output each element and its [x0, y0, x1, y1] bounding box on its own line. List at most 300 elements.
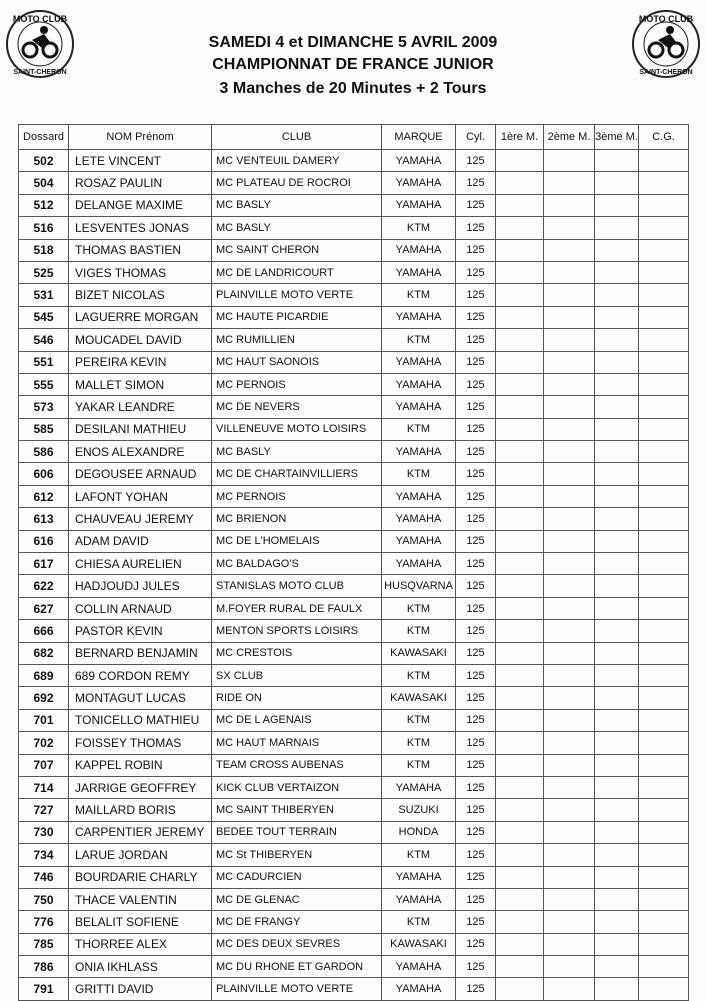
name-cell: LESVENTES JONAS	[69, 217, 212, 239]
cg-cell	[639, 373, 689, 395]
manche-3-cell	[595, 351, 639, 373]
cylinder-cell: 125	[456, 821, 496, 843]
manche-3-cell	[595, 664, 639, 686]
table-row	[19, 150, 689, 172]
dossard-cell: 707	[19, 754, 69, 776]
manche-1-cell	[496, 642, 544, 664]
manche-1-cell	[496, 441, 544, 463]
brand-cell: KTM	[382, 463, 456, 485]
name-cell: COLLIN ARNAUD	[69, 597, 212, 619]
dossard-cell: 734	[19, 844, 69, 866]
club-cell: MC DE NEVERS	[212, 396, 382, 418]
manche-1-cell	[496, 575, 544, 597]
manche-1-cell	[496, 799, 544, 821]
name-cell: YAKAR LEANDRE	[69, 396, 212, 418]
manche-1-cell	[496, 329, 544, 351]
cg-cell	[639, 239, 689, 261]
manche-1-cell	[496, 418, 544, 440]
dossard-cell: 606	[19, 463, 69, 485]
manche-1-cell	[496, 821, 544, 843]
manche-1-cell	[496, 396, 544, 418]
manche-1-cell	[496, 284, 544, 306]
dossard-cell: 555	[19, 373, 69, 395]
brand-cell: KTM	[382, 620, 456, 642]
cg-cell	[639, 261, 689, 283]
brand-cell: KTM	[382, 664, 456, 686]
manche-1-cell	[496, 261, 544, 283]
manche-3-cell	[595, 396, 639, 418]
manche-1-cell	[496, 217, 544, 239]
manche-3-cell	[595, 418, 639, 440]
manche-2-cell	[544, 956, 595, 978]
cg-cell	[639, 284, 689, 306]
manche-1-cell	[496, 844, 544, 866]
manche-2-cell	[544, 351, 595, 373]
cg-cell	[639, 911, 689, 933]
name-cell: ONIA IKHLASS	[69, 956, 212, 978]
brand-cell: YAMAHA	[382, 956, 456, 978]
manche-1-cell	[496, 306, 544, 328]
dossard-cell: 791	[19, 978, 69, 1000]
cg-cell	[639, 642, 689, 664]
name-cell: ROSAZ PAULIN	[69, 172, 212, 194]
dossard-cell: 551	[19, 351, 69, 373]
club-cell: PLAINVILLE MOTO VERTE	[212, 284, 382, 306]
dossard-cell: 573	[19, 396, 69, 418]
manche-2-cell	[544, 441, 595, 463]
name-cell: THORREE ALEX	[69, 933, 212, 955]
manche-3-cell	[595, 463, 639, 485]
manche-2-cell	[544, 978, 595, 1000]
dossard-cell: 714	[19, 776, 69, 798]
dossard-cell: 746	[19, 866, 69, 888]
dossard-cell: 682	[19, 642, 69, 664]
brand-cell: KTM	[382, 844, 456, 866]
cg-cell	[639, 485, 689, 507]
cg-cell	[639, 463, 689, 485]
manche-3-cell	[595, 217, 639, 239]
manche-3-cell	[595, 866, 639, 888]
cg-cell	[639, 194, 689, 216]
club-cell: MC St THIBERYEN	[212, 844, 382, 866]
dossard-cell: 531	[19, 284, 69, 306]
brand-cell: KTM	[382, 217, 456, 239]
manche-3-cell	[595, 172, 639, 194]
manche-1-cell	[496, 530, 544, 552]
table-row	[19, 687, 689, 709]
manche-1-cell	[496, 373, 544, 395]
manche-3-cell	[595, 888, 639, 910]
manche-1-cell	[496, 172, 544, 194]
club-cell: MC BASLY	[212, 194, 382, 216]
brand-cell: KTM	[382, 418, 456, 440]
table-row	[19, 306, 689, 328]
cylinder-cell: 125	[456, 553, 496, 575]
name-cell: BERNARD BENJAMIN	[69, 642, 212, 664]
cg-cell	[639, 821, 689, 843]
manche-2-cell	[544, 754, 595, 776]
cylinder-cell: 125	[456, 575, 496, 597]
name-cell: PASTOR KEVIN	[69, 620, 212, 642]
dossard-cell: 627	[19, 597, 69, 619]
club-cell: MC DE LANDRICOURT	[212, 261, 382, 283]
dossard-cell: 617	[19, 553, 69, 575]
brand-cell: KAWASAKI	[382, 933, 456, 955]
name-cell: MALLET SIMON	[69, 373, 212, 395]
name-cell: LAGUERRE MORGAN	[69, 306, 212, 328]
brand-cell: YAMAHA	[382, 441, 456, 463]
manche-2-cell	[544, 620, 595, 642]
manche-2-cell	[544, 508, 595, 530]
cg-cell	[639, 709, 689, 731]
dossard-cell: 512	[19, 194, 69, 216]
table-row	[19, 933, 689, 955]
manche-3-cell	[595, 844, 639, 866]
cylinder-cell: 125	[456, 217, 496, 239]
cylinder-cell: 125	[456, 799, 496, 821]
club-cell: MC HAUTE PICARDIE	[212, 306, 382, 328]
table-header-row	[19, 125, 689, 150]
manche-3-cell	[595, 709, 639, 731]
dossard-cell: 701	[19, 709, 69, 731]
manche-2-cell	[544, 418, 595, 440]
manche-2-cell	[544, 933, 595, 955]
manche-1-cell	[496, 687, 544, 709]
cg-cell	[639, 575, 689, 597]
cg-cell	[639, 754, 689, 776]
brand-cell: SUZUKI	[382, 799, 456, 821]
cylinder-cell: 125	[456, 396, 496, 418]
club-cell: MC PLATEAU DE ROCROI	[212, 172, 382, 194]
brand-cell: YAMAHA	[382, 978, 456, 1000]
cylinder-cell: 125	[456, 418, 496, 440]
table-row	[19, 508, 689, 530]
club-cell: M.FOYER RURAL DE FAULX	[212, 597, 382, 619]
table-row	[19, 866, 689, 888]
cg-cell	[639, 664, 689, 686]
dossard-cell: 502	[19, 150, 69, 172]
col-marque-header: MARQUE	[382, 125, 456, 150]
brand-cell: YAMAHA	[382, 485, 456, 507]
club-cell: BEDEE TOUT TERRAIN	[212, 821, 382, 843]
manche-2-cell	[544, 485, 595, 507]
cylinder-cell: 125	[456, 732, 496, 754]
col-nom-header: NOM Prénom	[69, 125, 212, 150]
table-row	[19, 821, 689, 843]
manche-2-cell	[544, 239, 595, 261]
cylinder-cell: 125	[456, 687, 496, 709]
cg-cell	[639, 306, 689, 328]
name-cell: LETE VINCENT	[69, 150, 212, 172]
name-cell: DELANGE MAXIME	[69, 194, 212, 216]
club-cell: MC DE GLENAC	[212, 888, 382, 910]
manche-1-cell	[496, 911, 544, 933]
dossard-cell: 702	[19, 732, 69, 754]
dossard-cell: 516	[19, 217, 69, 239]
table-row	[19, 463, 689, 485]
cg-cell	[639, 844, 689, 866]
manche-3-cell	[595, 732, 639, 754]
name-cell: ADAM DAVID	[69, 530, 212, 552]
manche-2-cell	[544, 732, 595, 754]
manche-2-cell	[544, 687, 595, 709]
table-row	[19, 373, 689, 395]
cg-cell	[639, 776, 689, 798]
brand-cell: KAWASAKI	[382, 642, 456, 664]
dossard-cell: 525	[19, 261, 69, 283]
club-cell: MC PERNOIS	[212, 373, 382, 395]
manche-3-cell	[595, 799, 639, 821]
cylinder-cell: 125	[456, 194, 496, 216]
club-cell: MC DE L'HOMELAIS	[212, 530, 382, 552]
table-row	[19, 776, 689, 798]
name-cell: DESILANI MATHIEU	[69, 418, 212, 440]
club-cell: MENTON SPORTS LOISIRS	[212, 620, 382, 642]
col-manche-3-header: 3ème M.	[595, 125, 639, 150]
manche-2-cell	[544, 709, 595, 731]
table-row	[19, 732, 689, 754]
dossard-cell: 546	[19, 329, 69, 351]
name-cell: LARUE JORDAN	[69, 844, 212, 866]
manche-2-cell	[544, 799, 595, 821]
club-cell: MC DES DEUX SEVRES	[212, 933, 382, 955]
manche-1-cell	[496, 888, 544, 910]
name-cell: KAPPEL ROBIN	[69, 754, 212, 776]
manche-3-cell	[595, 150, 639, 172]
col-manche-2-header: 2ème M.	[544, 125, 595, 150]
name-cell: HADJOUDJ JULES	[69, 575, 212, 597]
table-row	[19, 485, 689, 507]
logo-text-bottom: SAINT-CHERON	[639, 69, 693, 76]
club-cell: VILLENEUVE MOTO LOISIRS	[212, 418, 382, 440]
club-cell: RIDE ON	[212, 687, 382, 709]
manche-3-cell	[595, 553, 639, 575]
cg-cell	[639, 687, 689, 709]
cylinder-cell: 125	[456, 620, 496, 642]
manche-1-cell	[496, 485, 544, 507]
brand-cell: YAMAHA	[382, 194, 456, 216]
name-cell: CHIESA AURELIEN	[69, 553, 212, 575]
club-cell: MC DE L AGENAIS	[212, 709, 382, 731]
table-row	[19, 329, 689, 351]
manche-3-cell	[595, 978, 639, 1000]
manche-2-cell	[544, 530, 595, 552]
manche-2-cell	[544, 664, 595, 686]
cg-cell	[639, 351, 689, 373]
dossard-cell: 692	[19, 687, 69, 709]
logo-text-top: MOTO CLUB	[638, 14, 694, 24]
brand-cell: KTM	[382, 597, 456, 619]
table-row	[19, 396, 689, 418]
dossard-cell: 622	[19, 575, 69, 597]
name-cell: DEGOUSEE ARNAUD	[69, 463, 212, 485]
manche-3-cell	[595, 956, 639, 978]
brand-cell: YAMAHA	[382, 172, 456, 194]
manche-2-cell	[544, 217, 595, 239]
dossard-cell: 785	[19, 933, 69, 955]
name-cell: THACE VALENTIN	[69, 888, 212, 910]
manche-3-cell	[595, 821, 639, 843]
manche-1-cell	[496, 463, 544, 485]
table-row	[19, 597, 689, 619]
club-cell: MC BASLY	[212, 217, 382, 239]
club-cell: MC CADURCIEN	[212, 866, 382, 888]
manche-2-cell	[544, 373, 595, 395]
logo-text-bottom: SAINT-CHERON	[13, 69, 67, 76]
name-cell: CHAUVEAU JEREMY	[69, 508, 212, 530]
name-cell: MOUCADEL DAVID	[69, 329, 212, 351]
brand-cell: YAMAHA	[382, 150, 456, 172]
club-cell: MC RUMILLIEN	[212, 329, 382, 351]
club-cell: MC PERNOIS	[212, 485, 382, 507]
brand-cell: HONDA	[382, 821, 456, 843]
manche-2-cell	[544, 844, 595, 866]
dossard-cell: 613	[19, 508, 69, 530]
table-row	[19, 642, 689, 664]
brand-cell: KTM	[382, 911, 456, 933]
manche-3-cell	[595, 508, 639, 530]
manche-1-cell	[496, 620, 544, 642]
table-row	[19, 754, 689, 776]
table-row	[19, 553, 689, 575]
cg-cell	[639, 888, 689, 910]
brand-cell: YAMAHA	[382, 776, 456, 798]
table-row	[19, 261, 689, 283]
brand-cell: YAMAHA	[382, 239, 456, 261]
manche-1-cell	[496, 732, 544, 754]
manche-2-cell	[544, 597, 595, 619]
manche-2-cell	[544, 261, 595, 283]
manche-1-cell	[496, 597, 544, 619]
manche-1-cell	[496, 776, 544, 798]
event-date: SAMEDI 4 et DIMANCHE 5 AVRIL 2009	[208, 34, 498, 51]
manche-2-cell	[544, 329, 595, 351]
cg-cell	[639, 553, 689, 575]
manche-3-cell	[595, 373, 639, 395]
name-cell: 689 CORDON REMY	[69, 664, 212, 686]
dossard-cell: 750	[19, 888, 69, 910]
cylinder-cell: 125	[456, 597, 496, 619]
manche-1-cell	[496, 933, 544, 955]
cylinder-cell: 125	[456, 306, 496, 328]
manche-1-cell	[496, 508, 544, 530]
manche-3-cell	[595, 754, 639, 776]
cylinder-cell: 125	[456, 754, 496, 776]
manche-2-cell	[544, 150, 595, 172]
dossard-cell: 545	[19, 306, 69, 328]
table-row	[19, 575, 689, 597]
brand-cell: YAMAHA	[382, 508, 456, 530]
name-cell: JARRIGE GEOFFREY	[69, 776, 212, 798]
table-row	[19, 956, 689, 978]
table-row	[19, 172, 689, 194]
dossard-cell: 786	[19, 956, 69, 978]
manche-2-cell	[544, 553, 595, 575]
cylinder-cell: 125	[456, 329, 496, 351]
table-row	[19, 978, 689, 1000]
cg-cell	[639, 441, 689, 463]
dossard-cell: 666	[19, 620, 69, 642]
club-cell: MC BASLY	[212, 441, 382, 463]
table-row	[19, 664, 689, 686]
cylinder-cell: 125	[456, 911, 496, 933]
race-format: 3 Manches de 20 Minutes + 2 Tours	[219, 80, 487, 97]
club-cell: MC BRIENON	[212, 508, 382, 530]
name-cell: BELALIT SOFIENE	[69, 911, 212, 933]
club-cell: MC HAUT MARNAIS	[212, 732, 382, 754]
manche-1-cell	[496, 709, 544, 731]
table-row	[19, 239, 689, 261]
table-row	[19, 351, 689, 373]
cylinder-cell: 125	[456, 709, 496, 731]
col-dossard-header: Dossard	[19, 125, 69, 150]
cylinder-cell: 125	[456, 888, 496, 910]
cg-cell	[639, 530, 689, 552]
dossard-cell: 616	[19, 530, 69, 552]
cg-cell	[639, 620, 689, 642]
cg-cell	[639, 329, 689, 351]
brand-cell: KAWASAKI	[382, 687, 456, 709]
club-cell: MC HAUT SAONOIS	[212, 351, 382, 373]
brand-cell: YAMAHA	[382, 530, 456, 552]
manche-2-cell	[544, 866, 595, 888]
logo-text-top: MOTO CLUB	[12, 14, 68, 24]
cylinder-cell: 125	[456, 866, 496, 888]
table-row	[19, 844, 689, 866]
brand-cell: YAMAHA	[382, 866, 456, 888]
cylinder-cell: 125	[456, 485, 496, 507]
brand-cell: KTM	[382, 709, 456, 731]
manche-2-cell	[544, 776, 595, 798]
club-cell: MC SAINT CHERON	[212, 239, 382, 261]
cg-cell	[639, 866, 689, 888]
cg-cell	[639, 956, 689, 978]
manche-2-cell	[544, 194, 595, 216]
manche-1-cell	[496, 194, 544, 216]
brand-cell: YAMAHA	[382, 373, 456, 395]
manche-3-cell	[595, 575, 639, 597]
cg-cell	[639, 597, 689, 619]
club-cell: STANISLAS MOTO CLUB	[212, 575, 382, 597]
club-cell: MC CRESTOIS	[212, 642, 382, 664]
cg-cell	[639, 150, 689, 172]
club-cell: MC VENTEUIL DAMERY	[212, 150, 382, 172]
col-cg-header: C.G.	[639, 125, 689, 150]
manche-2-cell	[544, 642, 595, 664]
cylinder-cell: 125	[456, 978, 496, 1000]
manche-3-cell	[595, 239, 639, 261]
brand-cell: KTM	[382, 284, 456, 306]
dossard-cell: 727	[19, 799, 69, 821]
manche-2-cell	[544, 463, 595, 485]
dossard-cell: 586	[19, 441, 69, 463]
table-row	[19, 284, 689, 306]
cylinder-cell: 125	[456, 463, 496, 485]
brand-cell: KTM	[382, 732, 456, 754]
name-cell: VIGES THOMAS	[69, 261, 212, 283]
table-row	[19, 441, 689, 463]
name-cell: MONTAGUT LUCAS	[69, 687, 212, 709]
club-cell: MC DE FRANGY	[212, 911, 382, 933]
manche-3-cell	[595, 911, 639, 933]
name-cell: PEREIRA KEVIN	[69, 351, 212, 373]
manche-3-cell	[595, 306, 639, 328]
name-cell: ENOS ALEXANDRE	[69, 441, 212, 463]
name-cell: BIZET NICOLAS	[69, 284, 212, 306]
cylinder-cell: 125	[456, 664, 496, 686]
championship-title: CHAMPIONNAT DE FRANCE JUNIOR	[212, 56, 494, 73]
dossard-cell: 776	[19, 911, 69, 933]
